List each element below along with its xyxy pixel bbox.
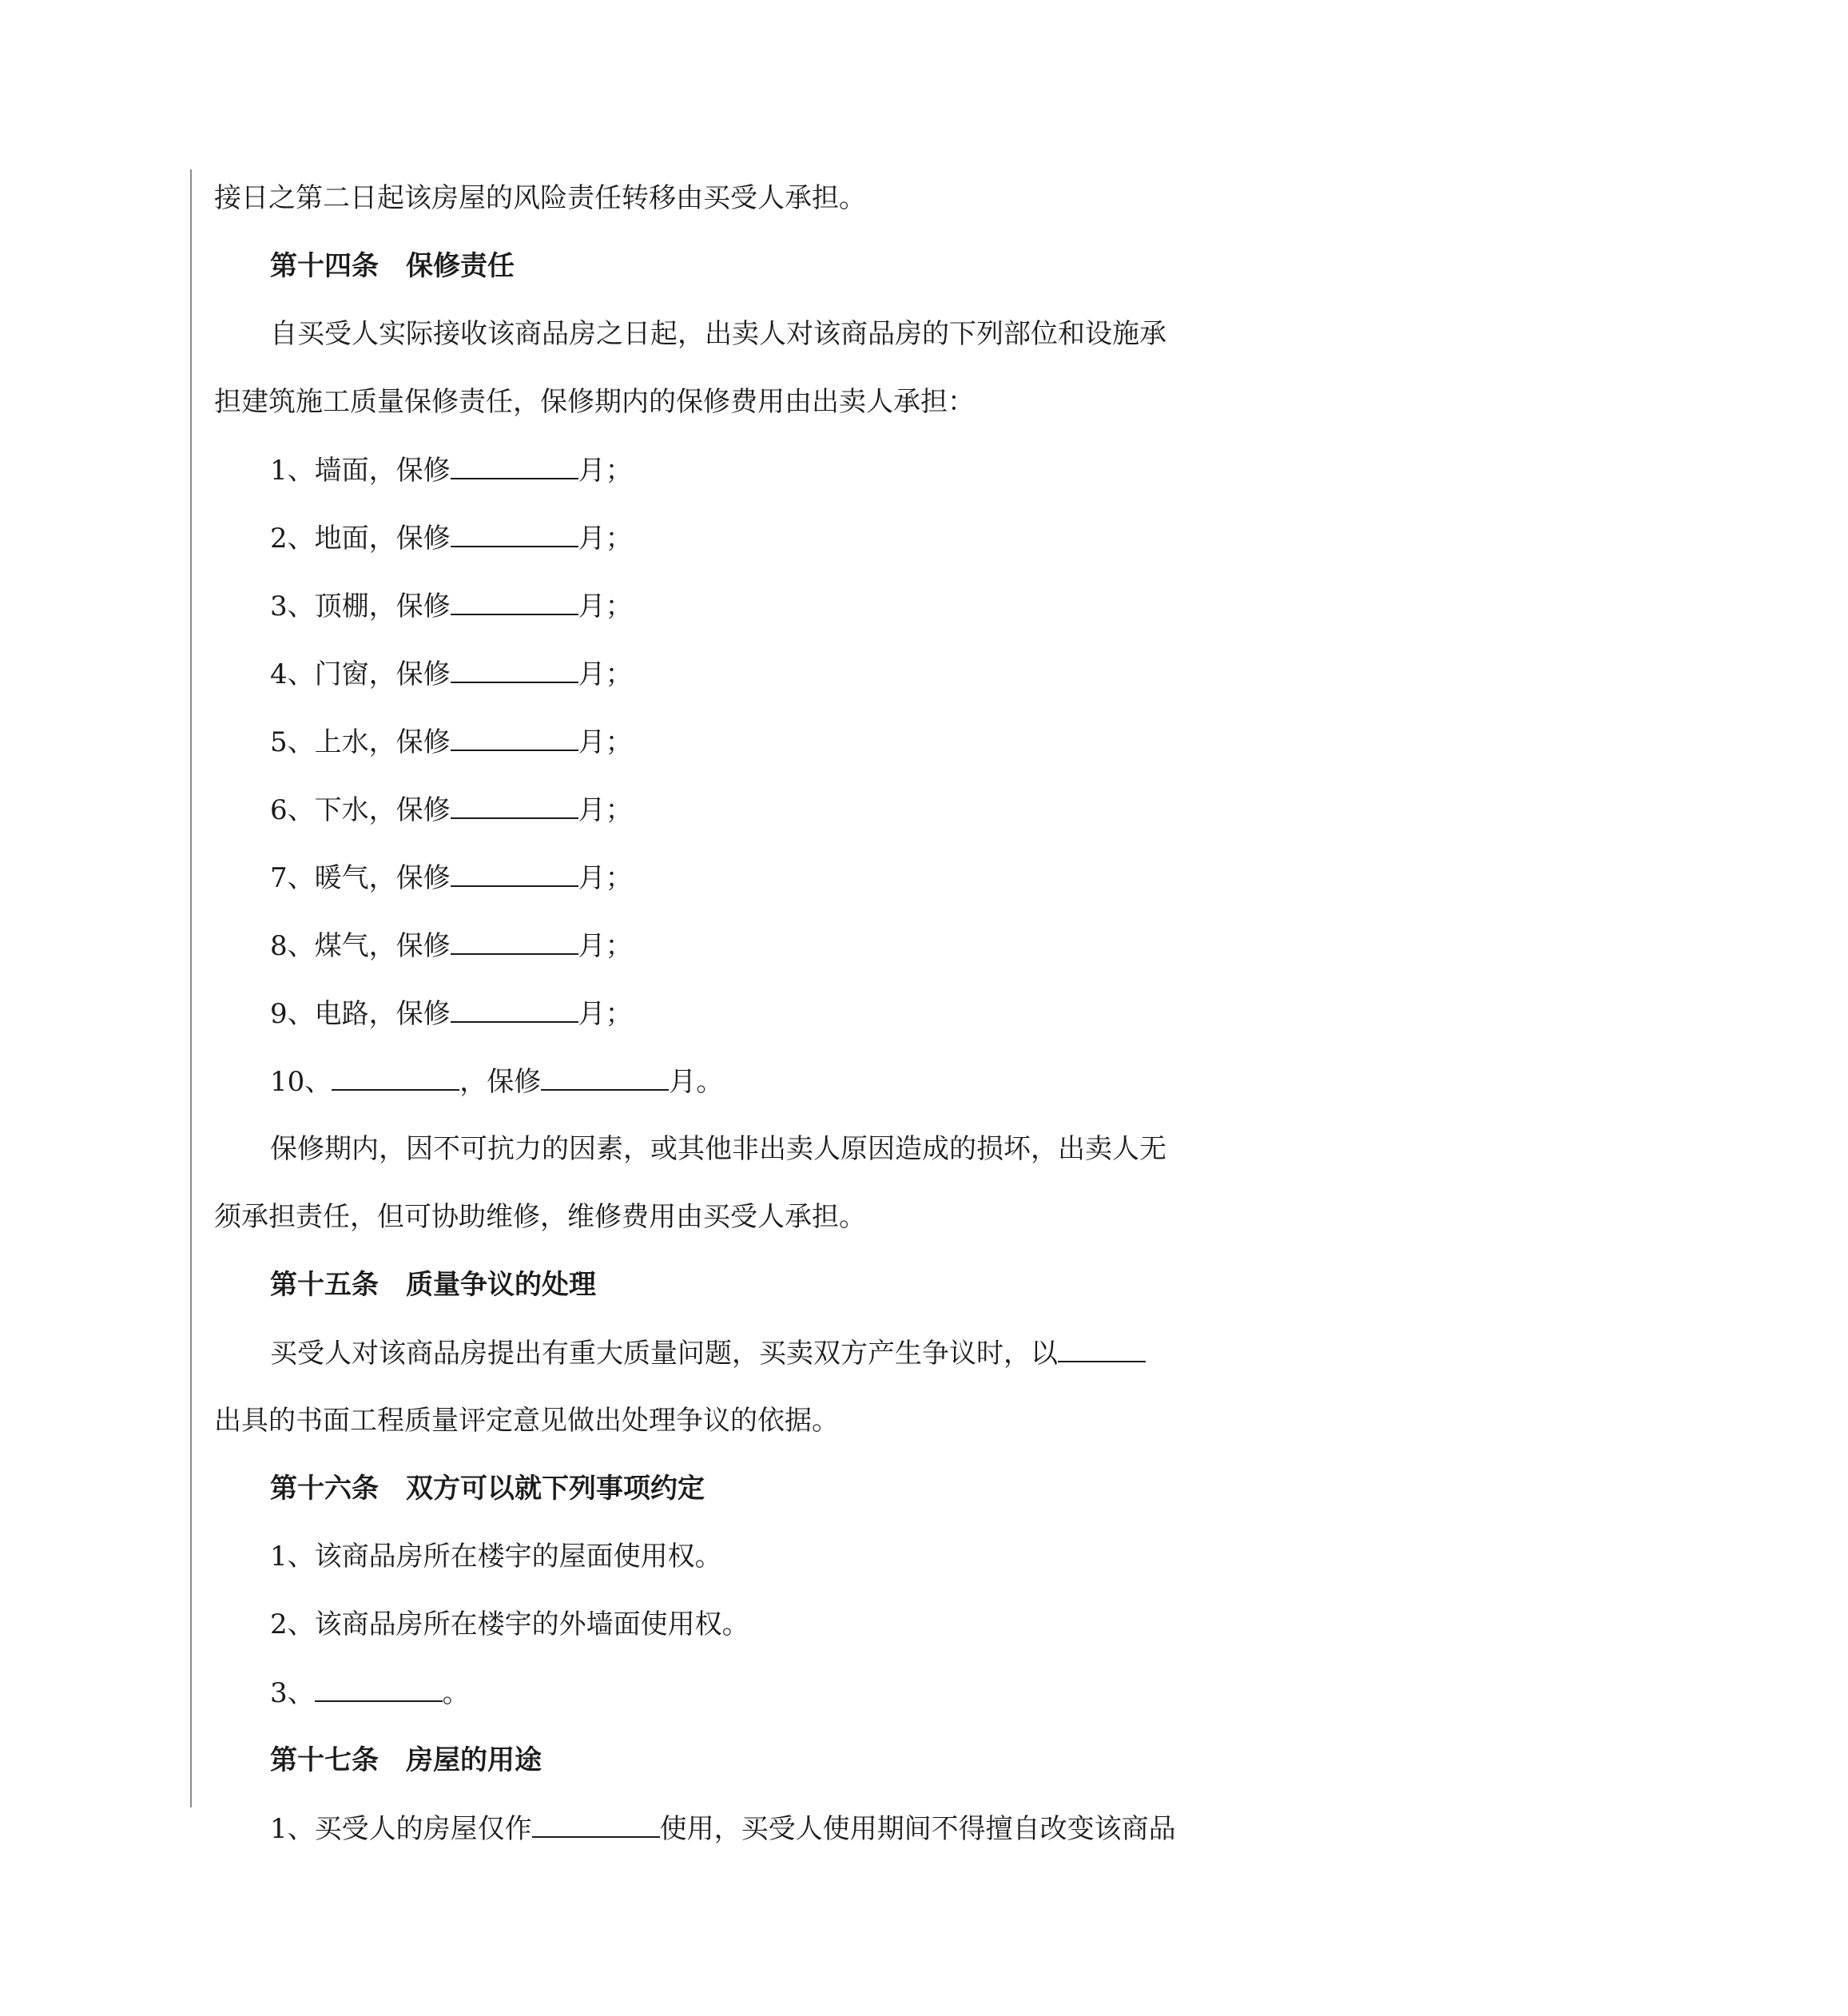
- fill-blank[interactable]: [1058, 1329, 1146, 1362]
- warranty-item: [214, 921, 1205, 989]
- article-14-note-line: 保修期内，因不可抗力的因素，或其他非出卖人原因造成的损坏，出卖人无: [270, 1133, 1166, 1165]
- warranty-item: [214, 650, 1205, 718]
- fill-blank[interactable]: [315, 1668, 443, 1702]
- article-16-item: 2、该商品房所在楼宇的外墙面使用权。: [270, 1608, 749, 1640]
- article-14-heading: [214, 242, 1205, 310]
- article-15-paragraph-line: 出具的书面工程质量评定意见做出处理争议的依据。: [214, 1405, 839, 1437]
- item-label: 3、顶棚，保修: [270, 590, 451, 622]
- item-unit: 月；: [578, 455, 633, 487]
- item-label: 4、门窗，保修: [270, 658, 451, 690]
- article-number: 第十六条: [270, 1473, 379, 1505]
- article-number: 第十四条: [270, 250, 379, 282]
- article-15-heading: [214, 1261, 1205, 1329]
- item-unit: 月；: [578, 523, 633, 555]
- article-number: 第十五条: [270, 1269, 379, 1301]
- article-14-paragraph-line: 自买受人实际接收该商品房之日起，出卖人对该商品房的下列部位和设施承: [270, 318, 1166, 350]
- fill-blank[interactable]: [532, 1804, 660, 1838]
- fill-blank[interactable]: [332, 1057, 459, 1091]
- item-label: 3、: [270, 1677, 315, 1709]
- warranty-item: [214, 785, 1205, 853]
- item-unit: 月；: [578, 930, 633, 962]
- article-title: 房屋的用途: [406, 1744, 542, 1776]
- article-title: 双方可以就下列事项约定: [406, 1473, 705, 1505]
- article-15-paragraph-line: [214, 1329, 1205, 1397]
- item-label: 8、煤气，保修: [270, 930, 451, 962]
- item-label: 5、上水，保修: [270, 726, 451, 758]
- document-page: [214, 174, 1205, 1872]
- item-unit: 月；: [578, 862, 633, 894]
- article-title: 保修责任: [406, 250, 515, 282]
- article-17-item: [214, 1804, 1205, 1872]
- fill-blank[interactable]: [541, 1057, 669, 1091]
- item-label: 1、墙面，保修: [270, 455, 451, 487]
- fill-blank[interactable]: [451, 989, 578, 1023]
- warranty-item: [214, 718, 1205, 785]
- fill-blank[interactable]: [451, 514, 578, 547]
- continued-paragraph: 接日之第二日起该房屋的风险责任转移由买受人承担。: [214, 182, 866, 214]
- warranty-item: [214, 514, 1205, 582]
- fill-blank[interactable]: [451, 921, 578, 955]
- fill-blank[interactable]: [451, 650, 578, 683]
- fill-blank[interactable]: [451, 853, 578, 887]
- item-unit: 月；: [578, 658, 633, 690]
- paragraph-text: 买受人对该商品房提出有重大质量问题，买卖双方产生争议时，以: [270, 1338, 1058, 1370]
- article-14-paragraph-line: 担建筑施工质量保修责任，保修期内的保修费用由出卖人承担：: [214, 386, 975, 418]
- item-label: 6、下水，保修: [270, 794, 451, 826]
- warranty-item: [214, 853, 1205, 921]
- article-number: 第十七条: [270, 1744, 379, 1776]
- warranty-item: [214, 989, 1205, 1057]
- item-unit: 月。: [669, 1066, 724, 1098]
- warranty-item: [214, 446, 1205, 514]
- warranty-item: [214, 1057, 1205, 1125]
- item-label: 1、买受人的房屋仅作: [270, 1813, 532, 1845]
- item-label: 7、暖气，保修: [270, 862, 451, 894]
- item-label: 9、电路，保修: [270, 998, 451, 1030]
- article-16-item: 1、该商品房所在楼宇的屋面使用权。: [270, 1541, 722, 1573]
- item-unit: 月；: [578, 726, 633, 758]
- article-16-heading: [214, 1465, 1205, 1533]
- item-unit: 。: [442, 1677, 470, 1709]
- warranty-item: [214, 582, 1205, 650]
- fill-blank[interactable]: [451, 785, 578, 819]
- fill-blank[interactable]: [451, 446, 578, 479]
- fill-blank[interactable]: [451, 718, 578, 751]
- item-unit: 月；: [578, 794, 633, 826]
- item-unit: 月；: [578, 998, 633, 1030]
- article-17-heading: [214, 1736, 1205, 1804]
- item-unit: 月；: [578, 590, 633, 622]
- article-14-note-line: 须承担责任，但可协助维修，维修费用由买受人承担。: [214, 1201, 866, 1233]
- item-label: 10、: [270, 1066, 332, 1098]
- item-text: 使用，买受人使用期间不得擅自改变该商品: [659, 1813, 1176, 1845]
- item-label: ，保修: [459, 1066, 542, 1098]
- item-label: 2、地面，保修: [270, 523, 451, 555]
- article-title: 质量争议的处理: [406, 1269, 596, 1301]
- fill-blank[interactable]: [451, 582, 578, 615]
- margin-line: [190, 169, 192, 1807]
- article-16-item: [214, 1668, 1205, 1736]
